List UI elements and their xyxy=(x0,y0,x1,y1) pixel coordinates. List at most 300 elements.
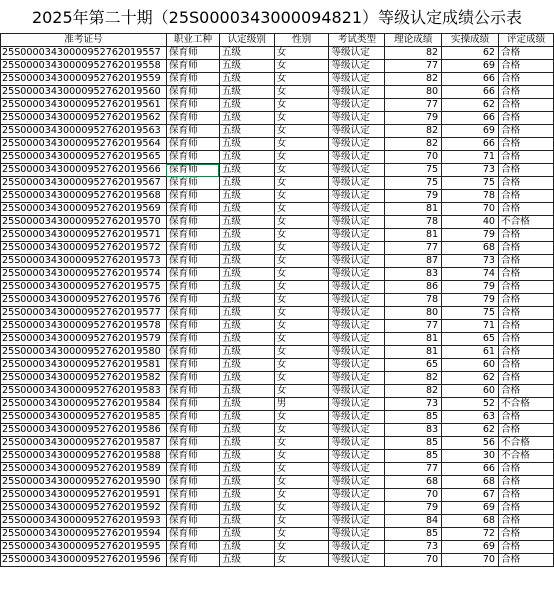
cell-exam-id[interactable]: 25S000034300009527620195​91 xyxy=(1,489,167,502)
cell-result[interactable]: 合格 xyxy=(499,151,554,164)
cell-occupation[interactable]: 保育师 xyxy=(166,203,219,216)
sheet-title[interactable]: 2025年第二十期（25S000034300009482​1）等级认定成绩公示表 xyxy=(31,8,523,27)
cell-gender[interactable]: 女 xyxy=(274,359,329,372)
cell-result[interactable]: 合格 xyxy=(499,463,554,476)
cell-result[interactable]: 合格 xyxy=(499,177,554,190)
cell-exam-type[interactable]: 等级认定 xyxy=(329,320,385,333)
cell-occupation[interactable]: 保育师 xyxy=(166,242,219,255)
cell-occupation[interactable]: 保育师 xyxy=(166,333,219,346)
cell-result[interactable]: 合格 xyxy=(499,203,554,216)
cell-level[interactable]: 五级 xyxy=(219,398,274,411)
cell-level[interactable]: 五级 xyxy=(219,463,274,476)
cell-result[interactable]: 合格 xyxy=(499,424,554,437)
cell-gender[interactable]: 女 xyxy=(274,385,329,398)
cell-theory-score[interactable]: 70 xyxy=(385,151,442,164)
cell-practical-score[interactable]: 75 xyxy=(442,307,499,320)
cell-exam-id[interactable]: 25S000034300009527620195​70 xyxy=(1,216,167,229)
cell-occupation[interactable]: 保育师 xyxy=(166,437,219,450)
cell-theory-score[interactable]: 77 xyxy=(385,463,442,476)
cell-level[interactable]: 五级 xyxy=(219,515,274,528)
cell-theory-score[interactable]: 78 xyxy=(385,216,442,229)
cell-exam-id[interactable]: 25S000034300009527620195​82 xyxy=(1,372,167,385)
cell-result[interactable]: 合格 xyxy=(499,164,554,177)
cell-practical-score[interactable]: 52 xyxy=(442,398,499,411)
cell-gender[interactable]: 女 xyxy=(274,229,329,242)
cell-level[interactable]: 五级 xyxy=(219,255,274,268)
cell-result[interactable]: 合格 xyxy=(499,47,554,60)
cell-gender[interactable]: 女 xyxy=(274,190,329,203)
cell-theory-score[interactable]: 82 xyxy=(385,73,442,86)
cell-practical-score[interactable]: 63 xyxy=(442,411,499,424)
header-result[interactable]: 评定成绩 xyxy=(499,34,554,47)
cell-practical-score[interactable]: 62 xyxy=(442,372,499,385)
cell-gender[interactable]: 女 xyxy=(274,502,329,515)
cell-occupation[interactable]: 保育师 xyxy=(166,268,219,281)
header-occupation[interactable]: 职业工种 xyxy=(166,34,219,47)
cell-gender[interactable]: 男 xyxy=(274,398,329,411)
cell-result[interactable]: 合格 xyxy=(499,112,554,125)
cell-practical-score[interactable]: 30 xyxy=(442,450,499,463)
cell-exam-id[interactable]: 25S000034300009527620195​75 xyxy=(1,281,167,294)
cell-exam-id[interactable]: 25S000034300009527620195​62 xyxy=(1,112,167,125)
cell-exam-id[interactable]: 25S000034300009527620195​59 xyxy=(1,73,167,86)
cell-occupation[interactable]: 保育师 xyxy=(166,99,219,112)
cell-exam-type[interactable]: 等级认定 xyxy=(329,398,385,411)
cell-practical-score[interactable]: 65 xyxy=(442,333,499,346)
cell-result[interactable]: 合格 xyxy=(499,294,554,307)
cell-occupation[interactable]: 保育师 xyxy=(166,528,219,541)
cell-exam-id[interactable]: 25S000034300009527620195​80 xyxy=(1,346,167,359)
cell-occupation[interactable]: 保育师 xyxy=(166,190,219,203)
cell-exam-type[interactable]: 等级认定 xyxy=(329,437,385,450)
cell-result[interactable]: 合格 xyxy=(499,359,554,372)
cell-gender[interactable]: 女 xyxy=(274,333,329,346)
cell-practical-score[interactable]: 40 xyxy=(442,216,499,229)
cell-exam-id[interactable]: 25S000034300009527620195​69 xyxy=(1,203,167,216)
cell-exam-type[interactable]: 等级认定 xyxy=(329,346,385,359)
cell-gender[interactable]: 女 xyxy=(274,86,329,99)
cell-exam-type[interactable]: 等级认定 xyxy=(329,229,385,242)
cell-exam-type[interactable]: 等级认定 xyxy=(329,125,385,138)
cell-exam-type[interactable]: 等级认定 xyxy=(329,528,385,541)
cell-practical-score[interactable]: 73 xyxy=(442,255,499,268)
cell-level[interactable]: 五级 xyxy=(219,424,274,437)
cell-occupation[interactable]: 保育师 xyxy=(166,177,219,190)
cell-exam-type[interactable]: 等级认定 xyxy=(329,177,385,190)
cell-exam-id[interactable]: 25S000034300009527620195​90 xyxy=(1,476,167,489)
cell-level[interactable]: 五级 xyxy=(219,229,274,242)
cell-practical-score[interactable]: 69 xyxy=(442,541,499,554)
cell-occupation[interactable]: 保育师 xyxy=(166,554,219,567)
cell-gender[interactable]: 女 xyxy=(274,294,329,307)
cell-level[interactable]: 五级 xyxy=(219,450,274,463)
cell-level[interactable]: 五级 xyxy=(219,151,274,164)
cell-exam-id[interactable]: 25S000034300009527620195​66 xyxy=(1,164,167,177)
cell-gender[interactable]: 女 xyxy=(274,216,329,229)
cell-result[interactable]: 合格 xyxy=(499,541,554,554)
cell-occupation[interactable]: 保育师 xyxy=(166,372,219,385)
cell-level[interactable]: 五级 xyxy=(219,164,274,177)
cell-result[interactable]: 不合格 xyxy=(499,398,554,411)
cell-exam-type[interactable]: 等级认定 xyxy=(329,541,385,554)
cell-exam-id[interactable]: 25S000034300009527620195​85 xyxy=(1,411,167,424)
cell-occupation[interactable]: 保育师 xyxy=(166,502,219,515)
cell-exam-type[interactable]: 等级认定 xyxy=(329,112,385,125)
cell-exam-type[interactable]: 等级认定 xyxy=(329,372,385,385)
cell-occupation[interactable]: 保育师 xyxy=(166,47,219,60)
cell-gender[interactable]: 女 xyxy=(274,320,329,333)
cell-theory-score[interactable]: 87 xyxy=(385,255,442,268)
cell-level[interactable]: 五级 xyxy=(219,99,274,112)
cell-occupation[interactable]: 保育师 xyxy=(166,541,219,554)
cell-theory-score[interactable]: 80 xyxy=(385,307,442,320)
cell-exam-type[interactable]: 等级认定 xyxy=(329,385,385,398)
cell-exam-id[interactable]: 25S000034300009527620195​87 xyxy=(1,437,167,450)
cell-exam-id[interactable]: 25S000034300009527620195​86 xyxy=(1,424,167,437)
header-practical-score[interactable]: 实操成绩 xyxy=(442,34,499,47)
cell-theory-score[interactable]: 75 xyxy=(385,177,442,190)
cell-exam-id[interactable]: 25S000034300009527620195​60 xyxy=(1,86,167,99)
cell-exam-type[interactable]: 等级认定 xyxy=(329,47,385,60)
cell-theory-score[interactable]: 81 xyxy=(385,333,442,346)
cell-exam-type[interactable]: 等级认定 xyxy=(329,99,385,112)
header-level[interactable]: 认定级别 xyxy=(219,34,274,47)
cell-exam-id[interactable]: 25S000034300009527620195​94 xyxy=(1,528,167,541)
cell-practical-score[interactable]: 78 xyxy=(442,190,499,203)
cell-occupation[interactable]: 保育师 xyxy=(166,255,219,268)
cell-occupation[interactable]: 保育师 xyxy=(166,424,219,437)
cell-exam-type[interactable]: 等级认定 xyxy=(329,450,385,463)
cell-exam-type[interactable]: 等级认定 xyxy=(329,216,385,229)
cell-gender[interactable]: 女 xyxy=(274,99,329,112)
cell-exam-type[interactable]: 等级认定 xyxy=(329,476,385,489)
cell-exam-id[interactable]: 25S000034300009527620195​78 xyxy=(1,320,167,333)
cell-occupation[interactable]: 保育师 xyxy=(166,138,219,151)
cell-theory-score[interactable]: 77 xyxy=(385,242,442,255)
cell-practical-score[interactable]: 60 xyxy=(442,359,499,372)
cell-result[interactable]: 合格 xyxy=(499,307,554,320)
cell-gender[interactable]: 女 xyxy=(274,73,329,86)
cell-result[interactable]: 合格 xyxy=(499,268,554,281)
cell-practical-score[interactable]: 79 xyxy=(442,281,499,294)
cell-theory-score[interactable]: 82 xyxy=(385,138,442,151)
cell-practical-score[interactable]: 68 xyxy=(442,476,499,489)
cell-gender[interactable]: 女 xyxy=(274,476,329,489)
cell-practical-score[interactable]: 73 xyxy=(442,164,499,177)
cell-exam-type[interactable]: 等级认定 xyxy=(329,268,385,281)
cell-occupation[interactable]: 保育师 xyxy=(166,320,219,333)
cell-theory-score[interactable]: 73 xyxy=(385,541,442,554)
cell-exam-type[interactable]: 等级认定 xyxy=(329,190,385,203)
cell-level[interactable]: 五级 xyxy=(219,359,274,372)
cell-practical-score[interactable]: 62 xyxy=(442,47,499,60)
cell-exam-type[interactable]: 等级认定 xyxy=(329,255,385,268)
cell-practical-score[interactable]: 71 xyxy=(442,151,499,164)
cell-exam-id[interactable]: 25S000034300009527620195​61 xyxy=(1,99,167,112)
cell-gender[interactable]: 女 xyxy=(274,242,329,255)
cell-exam-id[interactable]: 25S000034300009527620195​93 xyxy=(1,515,167,528)
cell-occupation[interactable]: 保育师 xyxy=(166,450,219,463)
cell-theory-score[interactable]: 86 xyxy=(385,281,442,294)
cell-practical-score[interactable]: 75 xyxy=(442,177,499,190)
cell-theory-score[interactable]: 73 xyxy=(385,398,442,411)
cell-exam-type[interactable]: 等级认定 xyxy=(329,294,385,307)
cell-practical-score[interactable]: 68 xyxy=(442,515,499,528)
cell-gender[interactable]: 女 xyxy=(274,268,329,281)
cell-level[interactable]: 五级 xyxy=(219,281,274,294)
cell-theory-score[interactable]: 84 xyxy=(385,515,442,528)
cell-level[interactable]: 五级 xyxy=(219,372,274,385)
cell-theory-score[interactable]: 68 xyxy=(385,476,442,489)
cell-level[interactable]: 五级 xyxy=(219,489,274,502)
cell-occupation[interactable]: 保育师 xyxy=(166,411,219,424)
cell-theory-score[interactable]: 81 xyxy=(385,229,442,242)
cell-theory-score[interactable]: 77 xyxy=(385,320,442,333)
cell-level[interactable]: 五级 xyxy=(219,476,274,489)
cell-level[interactable]: 五级 xyxy=(219,294,274,307)
cell-practical-score[interactable]: 68 xyxy=(442,242,499,255)
cell-level[interactable]: 五级 xyxy=(219,437,274,450)
cell-theory-score[interactable]: 82 xyxy=(385,385,442,398)
cell-practical-score[interactable]: 74 xyxy=(442,268,499,281)
cell-theory-score[interactable]: 85 xyxy=(385,411,442,424)
cell-occupation[interactable]: 保育师 xyxy=(166,60,219,73)
cell-level[interactable]: 五级 xyxy=(219,60,274,73)
cell-practical-score[interactable]: 79 xyxy=(442,229,499,242)
cell-exam-id[interactable]: 25S000034300009527620195​84 xyxy=(1,398,167,411)
cell-gender[interactable]: 女 xyxy=(274,489,329,502)
cell-theory-score[interactable]: 85 xyxy=(385,528,442,541)
cell-result[interactable]: 合格 xyxy=(499,502,554,515)
cell-gender[interactable]: 女 xyxy=(274,372,329,385)
cell-gender[interactable]: 女 xyxy=(274,307,329,320)
cell-level[interactable]: 五级 xyxy=(219,411,274,424)
cell-level[interactable]: 五级 xyxy=(219,333,274,346)
cell-practical-score[interactable]: 56 xyxy=(442,437,499,450)
cell-practical-score[interactable]: 66 xyxy=(442,86,499,99)
cell-result[interactable]: 合格 xyxy=(499,515,554,528)
cell-exam-type[interactable]: 等级认定 xyxy=(329,60,385,73)
cell-occupation[interactable]: 保育师 xyxy=(166,385,219,398)
cell-exam-id[interactable]: 25S000034300009527620195​57 xyxy=(1,47,167,60)
cell-occupation[interactable]: 保育师 xyxy=(166,476,219,489)
cell-practical-score[interactable]: 69 xyxy=(442,125,499,138)
cell-practical-score[interactable]: 66 xyxy=(442,463,499,476)
cell-practical-score[interactable]: 69 xyxy=(442,60,499,73)
cell-exam-type[interactable]: 等级认定 xyxy=(329,411,385,424)
cell-result[interactable]: 合格 xyxy=(499,372,554,385)
cell-level[interactable]: 五级 xyxy=(219,554,274,567)
cell-theory-score[interactable]: 81 xyxy=(385,203,442,216)
cell-theory-score[interactable]: 83 xyxy=(385,268,442,281)
cell-exam-type[interactable]: 等级认定 xyxy=(329,307,385,320)
cell-level[interactable]: 五级 xyxy=(219,346,274,359)
cell-practical-score[interactable]: 72 xyxy=(442,528,499,541)
cell-theory-score[interactable]: 65 xyxy=(385,359,442,372)
cell-practical-score[interactable]: 62 xyxy=(442,424,499,437)
cell-practical-score[interactable]: 70 xyxy=(442,554,499,567)
cell-occupation[interactable]: 保育师 xyxy=(166,216,219,229)
cell-exam-type[interactable]: 等级认定 xyxy=(329,359,385,372)
cell-result[interactable]: 合格 xyxy=(499,346,554,359)
cell-gender[interactable]: 女 xyxy=(274,281,329,294)
cell-exam-id[interactable]: 25S000034300009527620195​96 xyxy=(1,554,167,567)
cell-occupation[interactable]: 保育师 xyxy=(166,359,219,372)
cell-occupation[interactable]: 保育师 xyxy=(166,229,219,242)
cell-theory-score[interactable]: 85 xyxy=(385,450,442,463)
cell-gender[interactable]: 女 xyxy=(274,515,329,528)
cell-result[interactable]: 合格 xyxy=(499,554,554,567)
cell-result[interactable]: 合格 xyxy=(499,99,554,112)
cell-exam-type[interactable]: 等级认定 xyxy=(329,138,385,151)
cell-exam-type[interactable]: 等级认定 xyxy=(329,333,385,346)
cell-result[interactable]: 合格 xyxy=(499,281,554,294)
cell-exam-id[interactable]: 25S000034300009527620195​64 xyxy=(1,138,167,151)
cell-level[interactable]: 五级 xyxy=(219,125,274,138)
cell-result[interactable]: 合格 xyxy=(499,138,554,151)
cell-occupation[interactable]: 保育师 xyxy=(166,151,219,164)
cell-result[interactable]: 合格 xyxy=(499,60,554,73)
cell-level[interactable]: 五级 xyxy=(219,177,274,190)
cell-exam-type[interactable]: 等级认定 xyxy=(329,463,385,476)
cell-exam-type[interactable]: 等级认定 xyxy=(329,502,385,515)
cell-practical-score[interactable]: 62 xyxy=(442,99,499,112)
cell-gender[interactable]: 女 xyxy=(274,203,329,216)
cell-result[interactable]: 合格 xyxy=(499,385,554,398)
cell-theory-score[interactable]: 79 xyxy=(385,502,442,515)
cell-result[interactable]: 合格 xyxy=(499,489,554,502)
cell-gender[interactable]: 女 xyxy=(274,177,329,190)
cell-result[interactable]: 合格 xyxy=(499,229,554,242)
cell-gender[interactable]: 女 xyxy=(274,164,329,177)
header-gender[interactable]: 性别 xyxy=(274,34,329,47)
cell-theory-score[interactable]: 82 xyxy=(385,125,442,138)
cell-practical-score[interactable]: 67 xyxy=(442,489,499,502)
cell-occupation[interactable]: 保育师 xyxy=(166,125,219,138)
cell-level[interactable]: 五级 xyxy=(219,138,274,151)
cell-result[interactable]: 不合格 xyxy=(499,437,554,450)
header-exam-type[interactable]: 考试类型 xyxy=(329,34,385,47)
cell-result[interactable]: 合格 xyxy=(499,242,554,255)
cell-level[interactable]: 五级 xyxy=(219,73,274,86)
cell-gender[interactable]: 女 xyxy=(274,450,329,463)
cell-gender[interactable]: 女 xyxy=(274,437,329,450)
cell-gender[interactable]: 女 xyxy=(274,60,329,73)
cell-exam-id[interactable]: 25S000034300009527620195​77 xyxy=(1,307,167,320)
cell-exam-id[interactable]: 25S000034300009527620195​65 xyxy=(1,151,167,164)
cell-level[interactable]: 五级 xyxy=(219,320,274,333)
cell-occupation[interactable]: 保育师 xyxy=(166,489,219,502)
cell-occupation[interactable]: 保育师 xyxy=(166,294,219,307)
cell-exam-id[interactable]: 25S000034300009527620195​58 xyxy=(1,60,167,73)
cell-theory-score[interactable]: 85 xyxy=(385,437,442,450)
cell-gender[interactable]: 女 xyxy=(274,151,329,164)
cell-result[interactable]: 合格 xyxy=(499,86,554,99)
cell-gender[interactable]: 女 xyxy=(274,541,329,554)
cell-level[interactable]: 五级 xyxy=(219,47,274,60)
cell-gender[interactable]: 女 xyxy=(274,112,329,125)
cell-exam-id[interactable]: 25S000034300009527620195​89 xyxy=(1,463,167,476)
cell-practical-score[interactable]: 79 xyxy=(442,294,499,307)
cell-result[interactable]: 合格 xyxy=(499,73,554,86)
cell-theory-score[interactable]: 82 xyxy=(385,372,442,385)
cell-exam-id[interactable]: 25S000034300009527620195​67 xyxy=(1,177,167,190)
cell-occupation[interactable]: 保育师 xyxy=(166,164,219,177)
cell-exam-id[interactable]: 25S000034300009527620195​88 xyxy=(1,450,167,463)
header-exam-id[interactable]: 准考证号 xyxy=(1,34,167,47)
cell-occupation[interactable]: 保育师 xyxy=(166,112,219,125)
cell-exam-type[interactable]: 等级认定 xyxy=(329,242,385,255)
cell-exam-type[interactable]: 等级认定 xyxy=(329,164,385,177)
cell-theory-score[interactable]: 82 xyxy=(385,47,442,60)
cell-exam-id[interactable]: 25S000034300009527620195​81 xyxy=(1,359,167,372)
cell-practical-score[interactable]: 66 xyxy=(442,138,499,151)
cell-exam-type[interactable]: 等级认定 xyxy=(329,73,385,86)
cell-gender[interactable]: 女 xyxy=(274,463,329,476)
cell-result[interactable]: 不合格 xyxy=(499,216,554,229)
cell-occupation[interactable]: 保育师 xyxy=(166,515,219,528)
cell-gender[interactable]: 女 xyxy=(274,346,329,359)
cell-result[interactable]: 合格 xyxy=(499,476,554,489)
cell-level[interactable]: 五级 xyxy=(219,502,274,515)
cell-level[interactable]: 五级 xyxy=(219,268,274,281)
cell-exam-id[interactable]: 25S000034300009527620195​74 xyxy=(1,268,167,281)
cell-exam-id[interactable]: 25S000034300009527620195​68 xyxy=(1,190,167,203)
cell-exam-id[interactable]: 25S000034300009527620195​92 xyxy=(1,502,167,515)
cell-result[interactable]: 合格 xyxy=(499,528,554,541)
cell-practical-score[interactable]: 60 xyxy=(442,385,499,398)
cell-exam-id[interactable]: 25S000034300009527620195​79 xyxy=(1,333,167,346)
cell-occupation[interactable]: 保育师 xyxy=(166,281,219,294)
cell-exam-type[interactable]: 等级认定 xyxy=(329,151,385,164)
cell-result[interactable]: 合格 xyxy=(499,190,554,203)
cell-level[interactable]: 五级 xyxy=(219,385,274,398)
cell-gender[interactable]: 女 xyxy=(274,255,329,268)
cell-result[interactable]: 合格 xyxy=(499,125,554,138)
cell-result[interactable]: 合格 xyxy=(499,333,554,346)
cell-exam-type[interactable]: 等级认定 xyxy=(329,203,385,216)
cell-theory-score[interactable]: 80 xyxy=(385,86,442,99)
cell-theory-score[interactable]: 70 xyxy=(385,554,442,567)
cell-exam-id[interactable]: 25S000034300009527620195​95 xyxy=(1,541,167,554)
cell-result[interactable]: 合格 xyxy=(499,320,554,333)
cell-gender[interactable]: 女 xyxy=(274,138,329,151)
cell-theory-score[interactable]: 70 xyxy=(385,489,442,502)
cell-level[interactable]: 五级 xyxy=(219,528,274,541)
cell-practical-score[interactable]: 61 xyxy=(442,346,499,359)
cell-occupation[interactable]: 保育师 xyxy=(166,73,219,86)
cell-occupation[interactable]: 保育师 xyxy=(166,307,219,320)
cell-occupation[interactable]: 保育师 xyxy=(166,463,219,476)
cell-level[interactable]: 五级 xyxy=(219,216,274,229)
cell-practical-score[interactable]: 66 xyxy=(442,112,499,125)
cell-gender[interactable]: 女 xyxy=(274,47,329,60)
cell-exam-type[interactable]: 等级认定 xyxy=(329,554,385,567)
cell-exam-type[interactable]: 等级认定 xyxy=(329,281,385,294)
cell-level[interactable]: 五级 xyxy=(219,242,274,255)
cell-result[interactable]: 合格 xyxy=(499,411,554,424)
cell-practical-score[interactable]: 70 xyxy=(442,203,499,216)
cell-level[interactable]: 五级 xyxy=(219,203,274,216)
cell-level[interactable]: 五级 xyxy=(219,86,274,99)
cell-theory-score[interactable]: 79 xyxy=(385,112,442,125)
cell-gender[interactable]: 女 xyxy=(274,554,329,567)
cell-level[interactable]: 五级 xyxy=(219,112,274,125)
cell-exam-id[interactable]: 25S000034300009527620195​73 xyxy=(1,255,167,268)
cell-theory-score[interactable]: 78 xyxy=(385,294,442,307)
cell-exam-id[interactable]: 25S000034300009527620195​63 xyxy=(1,125,167,138)
cell-level[interactable]: 五级 xyxy=(219,541,274,554)
